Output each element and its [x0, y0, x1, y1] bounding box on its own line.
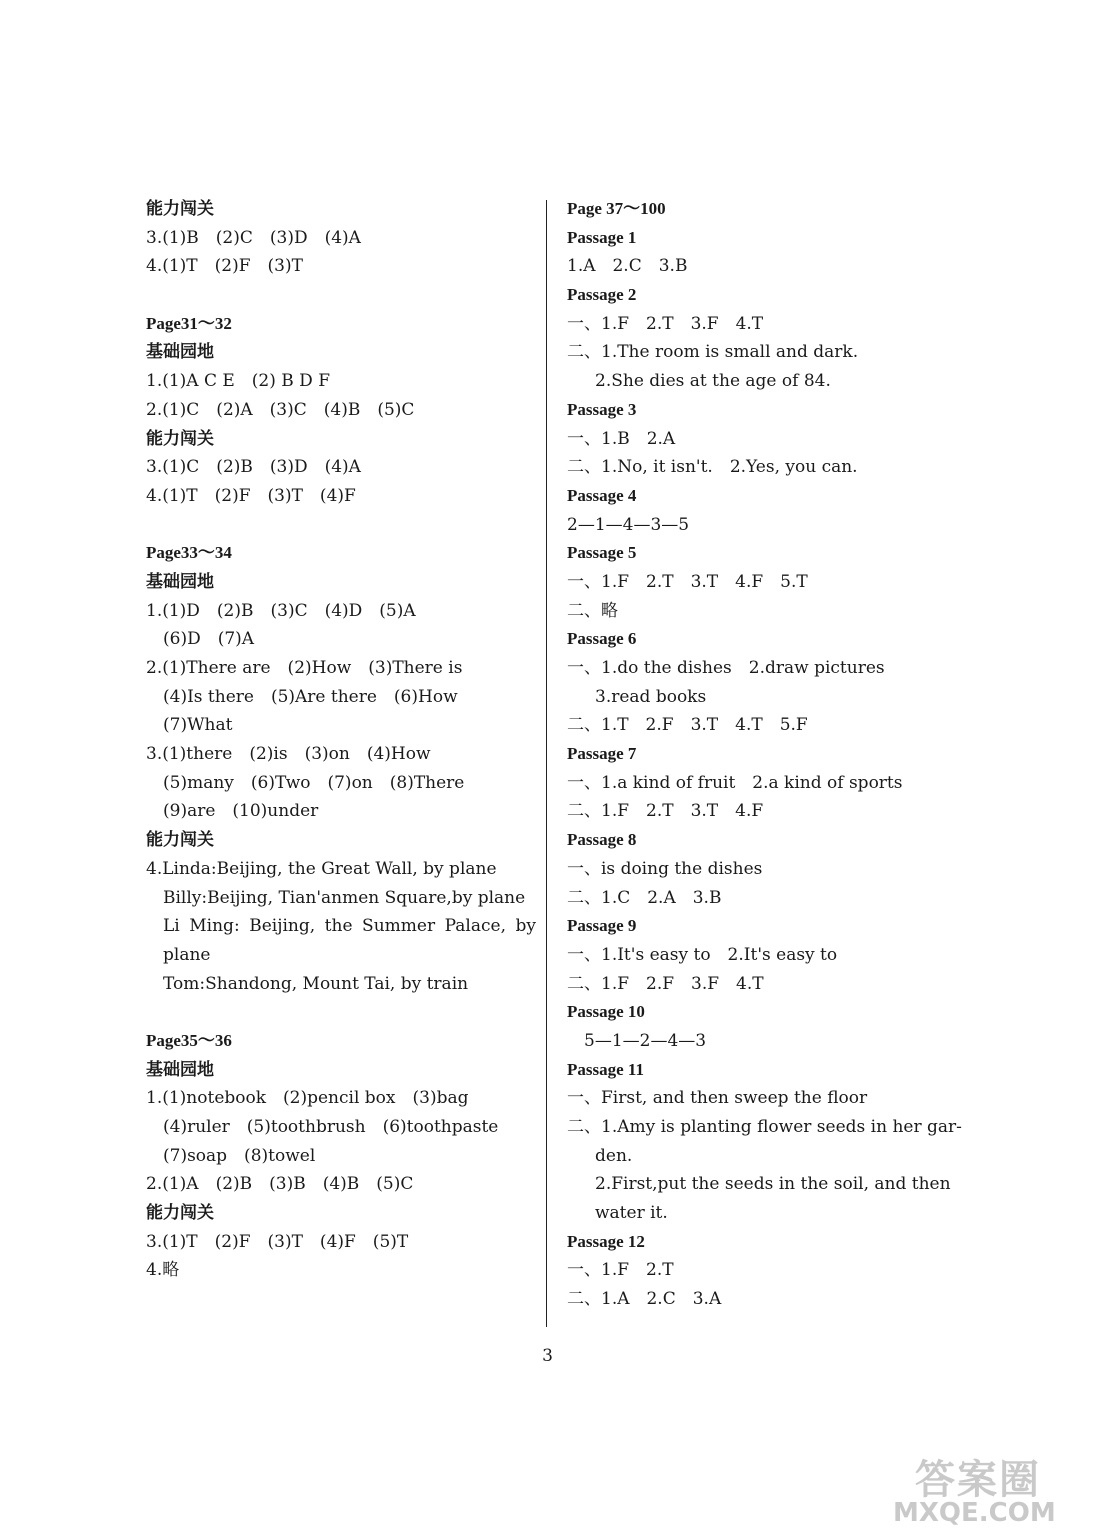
- answer-line: 3.(1)T (2)F (3)T (4)F (5)T: [146, 1231, 409, 1252]
- answer-line: (9)are (10)under: [163, 801, 319, 822]
- answer-line: plane: [163, 944, 211, 965]
- answer-line: 二、1.No, it isn't. 2.Yes, you can.: [567, 457, 858, 478]
- answer-line: Tom:Shandong, Mount Tai, by train: [163, 973, 469, 994]
- answer-line: 1.(1)D (2)B (3)C (4)D (5)A: [146, 600, 416, 621]
- answer-line: 二、1.T 2.F 3.T 4.T 5.F: [567, 715, 808, 736]
- answer-line: 4.略: [146, 1260, 180, 1281]
- right-column: [567, 195, 967, 1314]
- answer-line: 4.(1)T (2)F (3)T (4)F: [146, 485, 356, 506]
- answer-line: (4)ruler (5)toothbrush (6)toothpaste: [163, 1117, 499, 1137]
- section-heading: Passage 10: [567, 1002, 645, 1022]
- answer-line: 一、1.F 2.T 3.F 4.T: [567, 313, 764, 334]
- answer-line: 4.Linda:Beijing, the Great Wall, by plane: [146, 858, 497, 879]
- answer-line: 3.(1)there (2)is (3)on (4)How: [146, 744, 431, 765]
- answer-line: (7)What: [163, 715, 233, 736]
- answer-line: 1.A 2.C 3.B: [567, 256, 688, 277]
- section-heading: Passage 1: [567, 227, 637, 247]
- answer-line: 一、1.It's easy to 2.It's easy to: [567, 944, 838, 965]
- section-heading: 能力闯关: [146, 428, 214, 448]
- section-heading: 能力闯关: [146, 199, 214, 218]
- section-heading: 基础园地: [146, 1059, 214, 1079]
- watermark-en: MXQE.COM: [893, 1498, 1056, 1528]
- answer-line: 一、1.F 2.T 3.T 4.F 5.T: [567, 571, 808, 592]
- section-heading: Passage 4: [567, 485, 637, 505]
- answer-line: 2.She dies at the age of 84.: [595, 371, 831, 392]
- watermark-cn: 答案圈: [915, 1457, 1041, 1503]
- answer-line: water it.: [595, 1203, 668, 1224]
- answer-line: den.: [595, 1145, 633, 1166]
- column-divider: [546, 200, 547, 1327]
- section-heading: 能力闯关: [146, 830, 214, 850]
- answer-line: 2.(1)There are (2)How (3)There is: [146, 658, 463, 678]
- spacer: [146, 281, 536, 310]
- section-heading: Passage 3: [567, 399, 637, 419]
- answer-line: 一、1.B 2.A: [567, 428, 676, 449]
- left-column: [146, 195, 536, 1285]
- answer-line: 二、1.C 2.A 3.B: [567, 887, 722, 908]
- section-heading: Passage 8: [567, 830, 637, 850]
- answer-line: 2.(1)A (2)B (3)B (4)B (5)C: [146, 1174, 414, 1195]
- answer-line: 二、1.Amy is planting flower seeds in her gar-: [567, 1117, 962, 1137]
- page-number: 3: [542, 1346, 553, 1366]
- answer-line: 3.(1)C (2)B (3)D (4)A: [146, 457, 361, 478]
- section-heading: Passage 9: [567, 916, 637, 936]
- section-heading: Page31～32: [146, 313, 232, 333]
- section-heading: Passage 6: [567, 629, 637, 649]
- answer-line: 二、1.F 2.T 3.T 4.F: [567, 801, 764, 822]
- answer-line: 二、1.A 2.C 3.A: [567, 1289, 722, 1310]
- answer-line: 1.(1)A C E (2) B D F: [146, 371, 331, 392]
- section-heading: Passage 11: [567, 1059, 644, 1079]
- section-heading: 基础园地: [146, 571, 214, 591]
- section-heading: Passage 7: [567, 744, 637, 764]
- answer-line: 1.(1)notebook (2)pencil box (3)bag: [146, 1088, 469, 1109]
- section-heading: Page33～34: [146, 543, 232, 563]
- section-heading: Passage 12: [567, 1231, 645, 1251]
- spacer: [146, 998, 536, 1027]
- answer-line: 一、1.a kind of fruit 2.a kind of sports: [567, 772, 903, 793]
- answer-line: 3.read books: [595, 686, 707, 707]
- answer-line: 一、is doing the dishes: [567, 858, 763, 879]
- answer-line: 一、First, and then sweep the floor: [567, 1088, 868, 1109]
- section-heading: Passage 2: [567, 285, 637, 305]
- answer-line: 二、1.F 2.F 3.F 4.T: [567, 973, 764, 994]
- answer-line: Billy:Beijing, Tian'anmen Square,by plane: [163, 887, 526, 908]
- answer-line: (6)D (7)A: [163, 629, 255, 650]
- spacer: [146, 511, 536, 540]
- section-heading: Page 37～100: [567, 199, 666, 218]
- answer-line: 4.(1)T (2)F (3)T: [146, 256, 303, 277]
- answer-line: 二、1.The room is small and dark.: [567, 342, 859, 363]
- answer-line: 2—1—4—3—5: [567, 514, 690, 535]
- section-heading: 基础园地: [146, 342, 214, 362]
- answer-line: 3.(1)B (2)C (3)D (4)A: [146, 227, 361, 248]
- answer-line: (7)soap (8)towel: [163, 1145, 316, 1166]
- answer-line: 二、略: [567, 600, 618, 621]
- section-heading: 能力闯关: [146, 1203, 214, 1223]
- answer-line: 一、1.do the dishes 2.draw pictures: [567, 658, 885, 678]
- watermark-logo: [893, 1448, 1083, 1528]
- section-heading: Passage 5: [567, 543, 637, 563]
- answer-line: 2.(1)C (2)A (3)C (4)B (5)C: [146, 399, 415, 420]
- answer-line: Li Ming: Beijing, the Summer Palace, by: [163, 916, 536, 937]
- answer-line: 一、1.F 2.T: [567, 1260, 674, 1281]
- answer-line: 5—1—2—4—3: [584, 1030, 707, 1051]
- section-heading: Page35～36: [146, 1030, 232, 1050]
- answer-line: 2.First,put the seeds in the soil, and then: [595, 1174, 951, 1195]
- answer-line: (5)many (6)Two (7)on (8)There: [163, 772, 465, 793]
- answer-line: (4)Is there (5)Are there (6)How: [163, 686, 458, 707]
